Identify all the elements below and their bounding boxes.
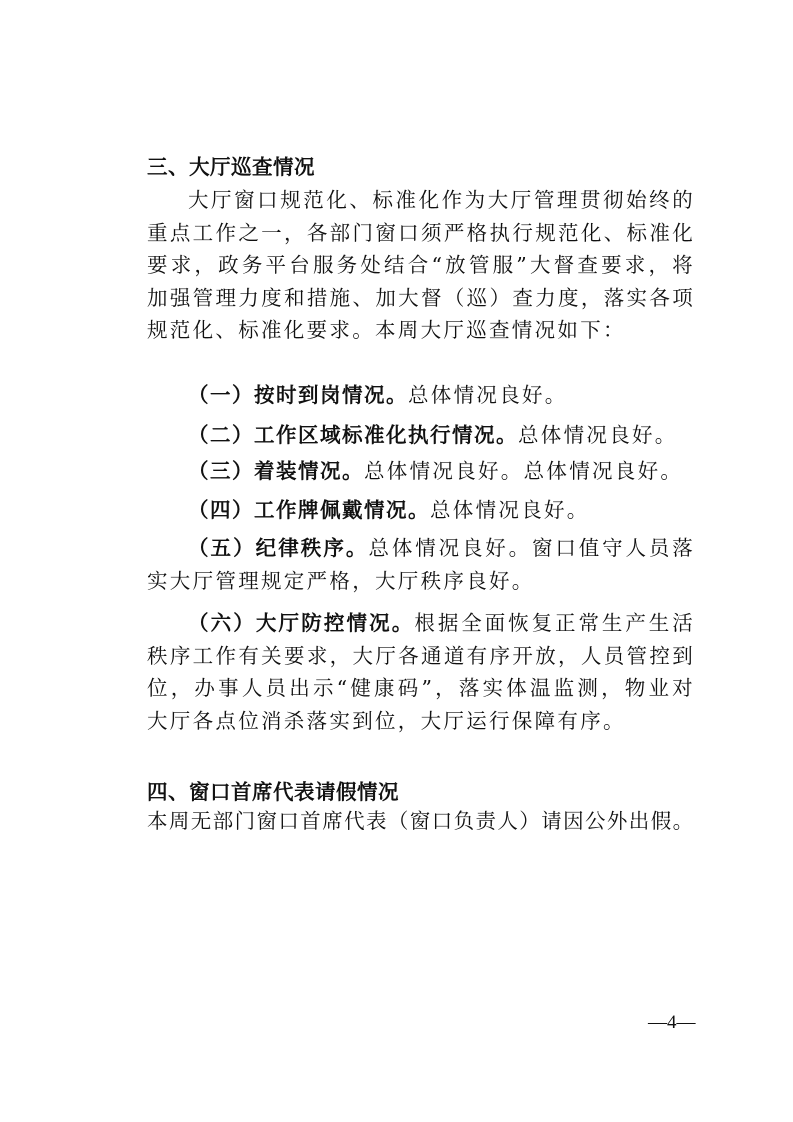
section-3-intro: 大厅窗口规范化、标准化作为大厅管理贯彻始终的重点工作之一，各部门窗口须严格执行规范化、标准化要求，政务平台服务处结合“放管服”大督查要求，将加强管理力度和措施、加大督（巡）查力度，落实各项规范化、标准化要求。本周大厅巡查情况如下： (147, 188, 695, 342)
page-number: —4— (648, 1012, 696, 1033)
item-3-text: 总体情况良好。总体情况良好。 (364, 459, 684, 483)
item-6-text: 根据全面恢复正常生产生活秩序工作有关要求，大厅各通道有序开放，人员管控到位，办事人员出示“健康码”，落实体温监测，物业对大厅各点位消杀落实到位，大厅运行保障有序。 (147, 611, 696, 733)
item-3 (147, 455, 695, 488)
item-6 (147, 607, 695, 737)
item-3-label: （三）着装情况。 (188, 459, 364, 483)
item-4-text: 总体情况良好。 (430, 498, 590, 522)
section-4-heading: 四、窗口首席代表请假情况 (147, 780, 399, 804)
section-3-heading: 三、大厅巡查情况 (147, 155, 315, 179)
item-2 (147, 419, 695, 452)
section-4-text: 本周无部门窗口首席代表（窗口负责人）请因公外出假。 (147, 809, 695, 833)
item-6-label: （六）大厅防控情况。 (188, 611, 415, 635)
item-4 (147, 494, 695, 527)
item-2-label: （二）工作区域标准化执行情况。 (188, 423, 518, 447)
item-1-text: 总体情况良好。 (408, 383, 568, 407)
item-5 (147, 532, 695, 597)
item-5-label: （五）纪律秩序。 (188, 536, 369, 560)
item-1-label: （一）按时到岗情况。 (188, 383, 408, 407)
item-5-text: 总体情况良好。窗口值守人员落实大厅管理规定严格，大厅秩序良好。 (147, 536, 696, 593)
item-2-text: 总体情况良好。 (518, 423, 678, 447)
item-4-label: （四）工作牌佩戴情况。 (188, 498, 430, 522)
item-1 (147, 379, 695, 412)
